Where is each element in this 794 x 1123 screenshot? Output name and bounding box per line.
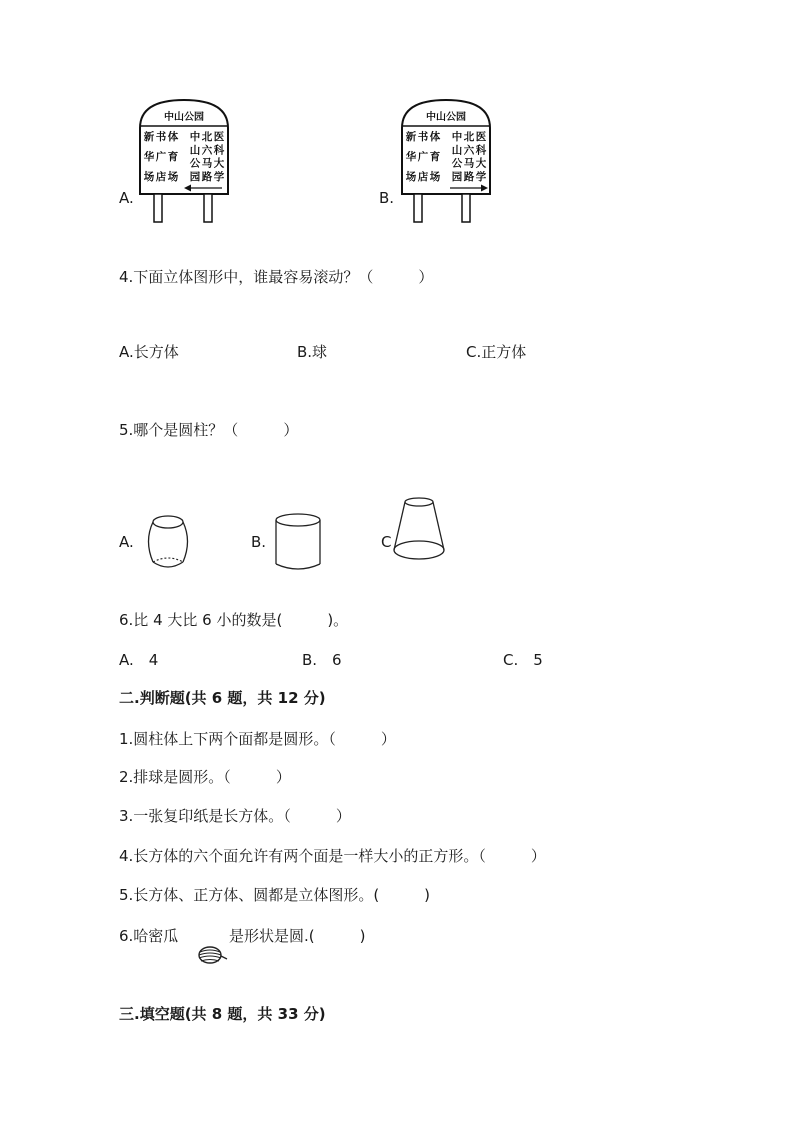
sign-b-char: 大 [475,157,487,170]
sign-a-char: 场 [167,171,179,183]
sign-b-char: 育 [429,151,441,163]
sign-b-char: 场 [405,171,417,183]
truncated-cone-shape-icon [390,494,450,566]
sign-b-char: 学 [475,171,487,183]
sign-b-char: 医 [475,131,487,143]
sign-a-char: 马 [201,157,213,170]
melon-icon [196,944,228,966]
sign-a-char: 场 [143,171,155,183]
sign-a-char: 路 [201,171,213,183]
sign-b-char: 六 [463,144,475,157]
sign-a-char: 科 [213,144,225,157]
q4-option-c: C.正方体 [466,343,527,361]
judgment-item-6 [119,926,178,946]
sign-a-char: 体 [167,131,179,143]
question-4: 4.下面立体图形中，谁最容易滚动？（ ） [119,268,434,286]
sign-b-char: 马 [463,157,475,170]
sign-b-title: 中山公园 [426,112,466,123]
barrel-shape-icon [142,510,194,572]
question-5: 5.哪个是圆柱？（ ） [119,421,299,439]
sign-b-char: 科 [475,144,487,157]
sign-b-char: 新 [405,131,417,143]
q4-option-a: A.长方体 [119,343,179,361]
cylinder-shape-icon [272,510,324,572]
sign-b-char: 华 [405,151,417,163]
sign-a-char: 店 [155,171,167,183]
option-b-label: B. [379,189,395,207]
sign-a-char: 新 [143,131,155,143]
sign-b-char: 路 [463,171,475,183]
sign-a-char: 广 [155,151,167,163]
judgment-item-6-start: 6.哈密瓜 [119,927,179,945]
sign-b-char: 北 [463,131,475,143]
sign-b-char: 店 [417,171,429,183]
section-2-title: 二.判断题(共 6 题，共 12 分) [119,689,326,707]
sign-a-char: 六 [201,144,213,157]
sign-b-char: 场 [429,171,441,183]
q5-option-a: A. [119,533,134,551]
sign-b-char: 山 [451,144,463,157]
option-a-label: A. [119,189,134,207]
sign-a-char: 育 [167,151,179,163]
q6-option-c: C. 5 [503,651,543,669]
sign-a-char: 学 [213,171,225,183]
judgment-item-5: 5.长方体、正方体、圆都是立体图形。( ) [119,886,431,904]
sign-a-char: 北 [201,131,213,143]
q5-option-b: B. [251,533,267,551]
sign-b-char: 园 [451,171,463,183]
section-3-title: 三.填空题(共 8 题，共 33 分) [119,1005,326,1023]
sign-b-char: 广 [417,151,429,163]
sign-a-char: 山 [189,144,201,157]
sign-a-char: 公 [189,157,201,170]
sign-b-char: 书 [417,131,429,143]
judgment-item-2: 2.排球是圆形。（ ） [119,768,291,786]
sign-a-title: 中山公园 [164,112,204,123]
judgment-item-6-end: 是形状是圆.( ) [229,927,366,945]
road-sign-a-image [138,98,230,224]
q5-option-c: C [381,533,392,551]
sign-a-char: 华 [143,151,155,163]
sign-a-char: 中 [189,131,201,143]
sign-a-char: 大 [213,157,225,170]
road-sign-b-image [400,98,492,224]
sign-b-char: 中 [451,131,463,143]
judgment-item-3: 3.一张复印纸是长方体。（ ） [119,807,351,825]
sign-a-char: 园 [189,171,201,183]
q6-option-a: A. 4 [119,651,159,669]
sign-a-char: 书 [155,131,167,143]
sign-b-char: 体 [429,131,441,143]
judgment-item-4: 4.长方体的六个面允许有两个面是一样大小的正方形。（ ） [119,847,546,865]
judgment-item-1: 1.圆柱体上下两个面都是圆形。（ ） [119,730,396,748]
sign-b-char: 公 [451,157,463,170]
sign-a-char: 医 [213,131,225,143]
q4-option-b: B.球 [297,343,328,361]
q6-option-b: B. 6 [302,651,342,669]
question-6: 6.比 4 大比 6 小的数是( )。 [119,611,349,629]
